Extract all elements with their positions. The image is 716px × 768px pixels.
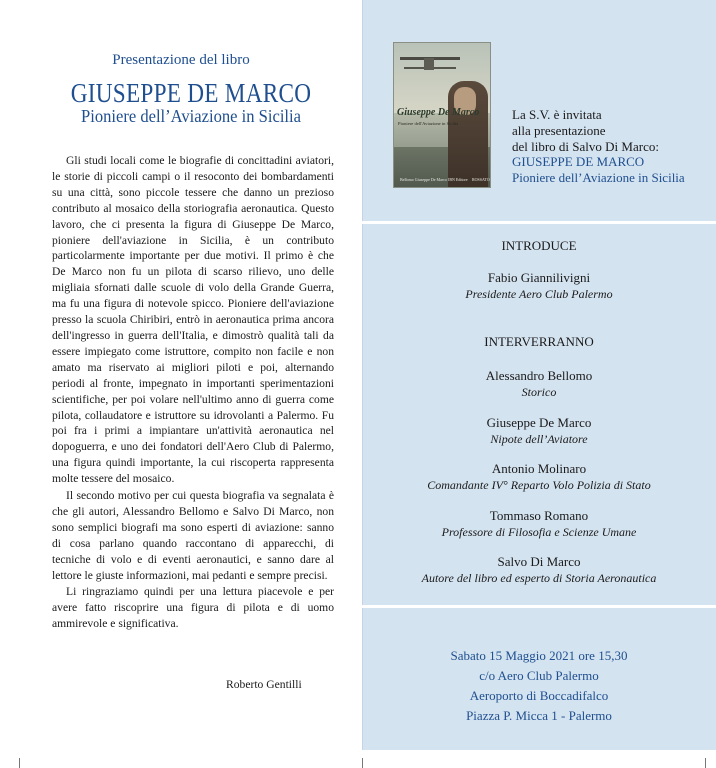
cover-subtitle: Pioniere dell'Aviazione in Sicilia (398, 121, 459, 126)
invite-line-3: del libro di Salvo Di Marco: (512, 138, 659, 154)
invite-line-2: alla presentazione (512, 122, 606, 138)
introducer (362, 270, 716, 302)
event-airport: Aeroporto di Boccadifalco (469, 688, 609, 703)
introducer-role: Presidente Aero Club Palermo (465, 287, 613, 301)
speaker-role: Professore di Filosofia e Scienze Umane (441, 525, 637, 539)
speakers-heading: INTERVERRANNO (484, 334, 594, 349)
invite-book-subtitle: Pioniere dell’Aviazione in Sicilia (512, 170, 685, 186)
speaker-name: Giuseppe De Marco (486, 415, 592, 430)
speaker-item (362, 508, 716, 540)
event-address: Piazza P. Micca 1 - Palermo (466, 708, 612, 723)
introduce-heading: INTRODUCE (501, 238, 577, 253)
speaker-name: Alessandro Bellomo (485, 368, 593, 383)
invite-book-title: GIUSEPPE DE MARCO (512, 154, 645, 170)
cover-publisher: IBN Editore (448, 177, 468, 182)
crop-mark (362, 758, 363, 768)
presentation-text (52, 153, 334, 632)
speaker-item (362, 461, 716, 493)
speaker-role: Nipote dell’Aviatore (490, 432, 588, 446)
invitation-text (512, 107, 712, 186)
crop-mark (19, 758, 20, 768)
seaplane-body-icon (424, 58, 434, 70)
speaker-role: Storico (521, 385, 557, 399)
cover-title: Giuseppe De Marco (397, 107, 480, 118)
book-title: GIUSEPPE DE MARCO (70, 78, 312, 108)
paragraph-3: Li ringraziamo quindi per una lettura piacevole e per avere fatto riscoprire una figura di pilota e di uomo ammirevole e significativa. (52, 585, 334, 631)
event-venue: c/o Aero Club Palermo (479, 668, 599, 683)
speaker-name: Antonio Molinaro (491, 461, 587, 476)
speaker-item (362, 415, 716, 447)
section-separator-top (362, 221, 716, 224)
book-cover-image (393, 42, 491, 188)
crop-mark (705, 758, 706, 768)
book-subtitle: Pioniere dell’Aviazione in Sicilia (81, 106, 301, 126)
speaker-role: Comandante IV° Reparto Volo Polizia di Stato (427, 478, 651, 492)
cover-mark: ROSSATO (472, 177, 490, 182)
speaker-item (362, 368, 716, 400)
paragraph-1: Gli studi locali come le biografie di concittadini aviatori, le storie di piccoli campi o il resoconto dei bombardamenti su una città, sono piccole tessere che danno un prezioso contributo al mosaico della storiografia aeronautica. Questo lavoro, che ci presenta la figura di Giuseppe De Marco, pioniere dell'aviazione in Sicilia, è un contributo particolarmente importante per due motivi. Il primo è che De Marco non fu un pilota di scarso rilievo, uno delle migliaia sfornati dalle scuole di volo della Grande Guerra, ma fu una figura di notevole spicco. Pioniere dell'aviazione presso la scuola Chiribiri, entrò in aeronautica prima ancora dell'ingresso in guerra dell'Italia, e dimostrò qualità tali da essere impiegato come istruttore, compito non facile e non amato ma riservato ai migliori piloti e poi, alternando periodi al fronte, impegnato in importanti sperimentazioni scientifiche, per poi volare nell'ultimo anno di guerra come pilota, collaudatore e istruttore su idrovolanti a Palermo. Fu poi fra i primi a impiantare un'attività aeronautica nel dopoguerra, e uno dei fondatori dell'Aero Club di Palermo, una figura quindi importante, la cui riscoperta rappresenta molte tessere del mosaico. (52, 154, 334, 486)
event-details (362, 646, 716, 726)
event-datetime: Sabato 15 Maggio 2021 ore 15,30 (450, 648, 628, 663)
paragraph-2: Il secondo motivo per cui questa biografia va segnalata è che gli autori, Alessandro Bellomo e Salvo Di Marco, non sono semplici biografi ma sono esperti di aviazione: sanno di cosa parlano quando raccontano di apparecchi, di tecniche di volo e di eventi aeronautici, e sanno dare al lettore le giuste informazioni, mai pedanti e sempre precisi. (52, 489, 334, 582)
introducer-name: Fabio Giannilivigni (487, 270, 591, 285)
invite-line-1: La S.V. è invitata (512, 107, 602, 122)
speaker-name: Tommaso Romano (489, 508, 589, 523)
signature: Roberto Gentilli (226, 678, 302, 691)
speaker-name: Salvo Di Marco (497, 554, 581, 569)
speaker-item (362, 554, 716, 586)
speaker-role: Autore del libro ed esperto di Storia Aeronautica (421, 571, 657, 585)
cover-authors: Bellomo Giuseppe De Marco (400, 177, 447, 182)
presentation-label: Presentazione del libro (112, 52, 250, 68)
section-separator-bottom (362, 605, 716, 608)
